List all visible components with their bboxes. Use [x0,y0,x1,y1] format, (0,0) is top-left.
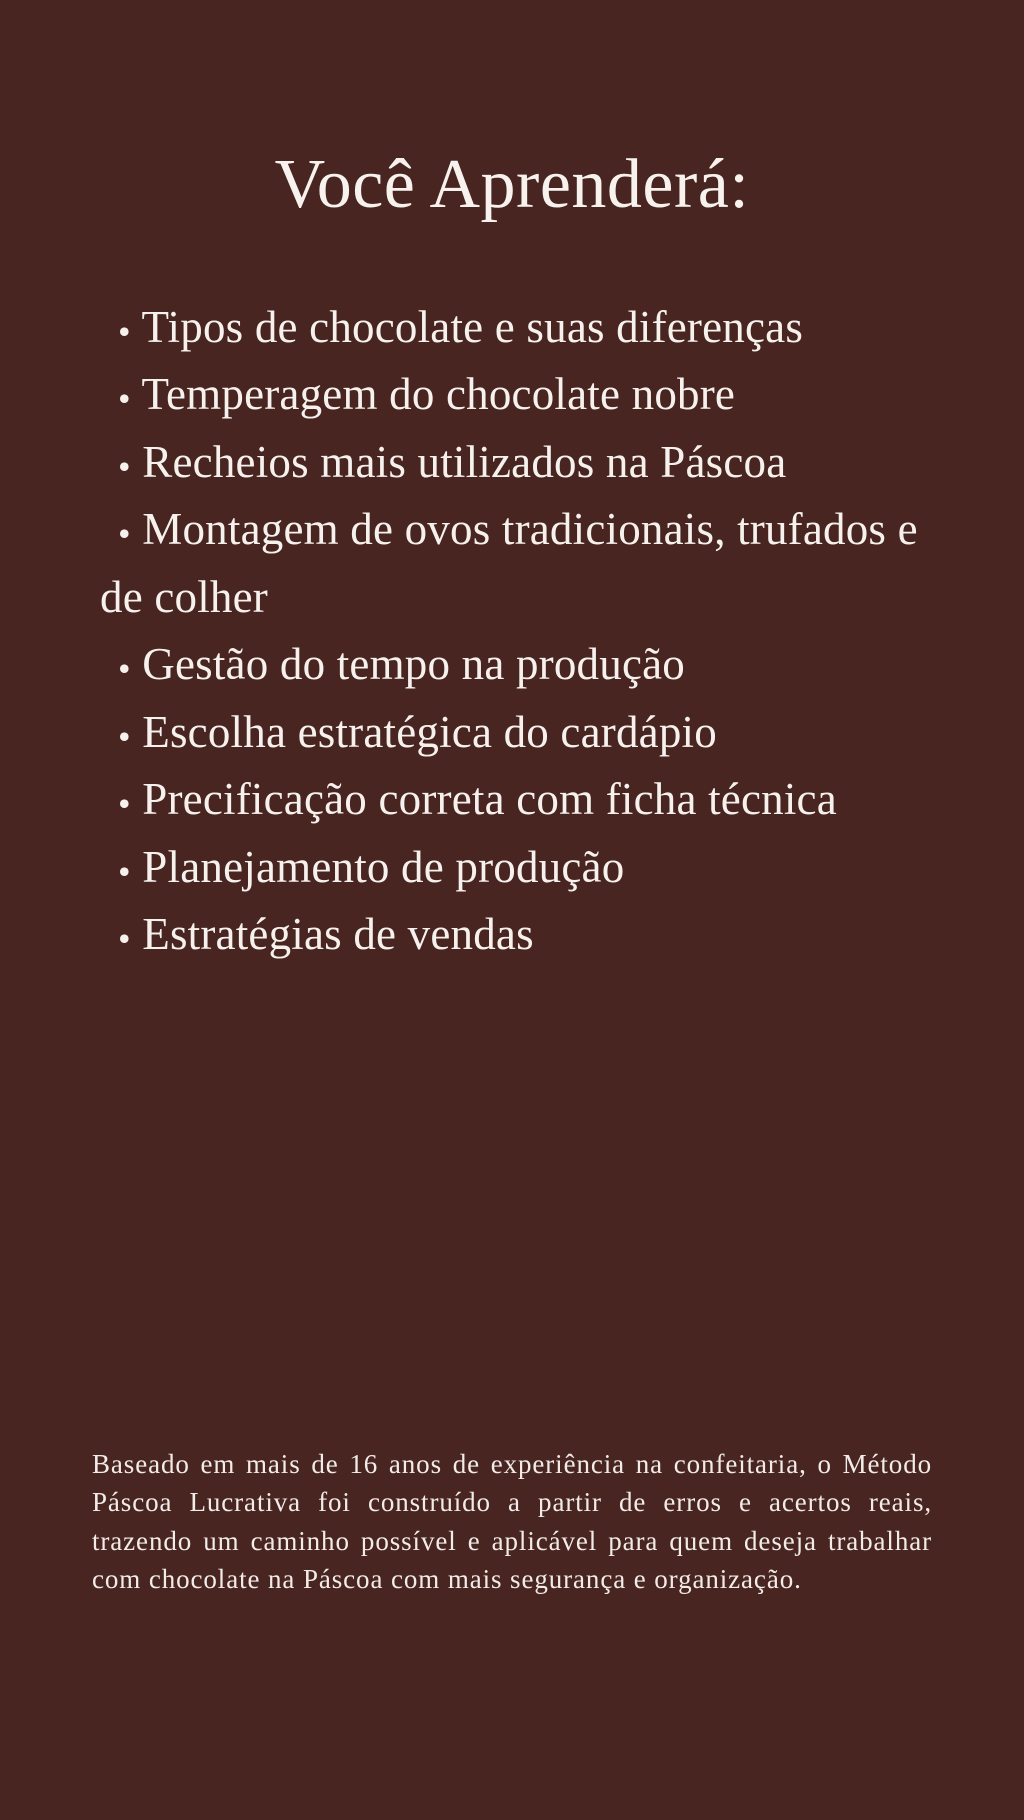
bullet-icon: • [118,918,131,959]
list-item [100,361,964,429]
bullet-icon: • [118,513,131,554]
page-title: Você Aprenderá: [274,146,750,223]
list-item-label: Escolha estratégica do cardápio [142,706,717,757]
list-item [100,294,964,362]
list-item-label: Recheios mais utilizados na Páscoa [142,436,787,487]
bullet-icon: • [118,378,131,419]
list-item-label: Precificação correta com ficha técnica [142,774,837,824]
list-item [100,901,964,969]
bullet-icon: • [118,851,131,892]
learning-topics-list [0,294,1024,969]
list-item [100,699,964,767]
list-item-label: Gestão do tempo na produção [142,639,686,689]
list-item [100,766,964,834]
list-item [100,631,964,699]
list-item [100,429,964,497]
bullet-icon: • [118,446,131,487]
bullet-icon: • [118,648,131,689]
bullet-icon: • [118,311,131,352]
bullet-icon: • [118,783,131,824]
list-item-label: Tipos de chocolate e suas diferenças [141,301,804,352]
list-item-label: Temperagem do chocolate nobre [141,369,736,419]
list-item-label: Montagem de ovos tradicionais, trufados e de colher [100,504,918,622]
list-item [100,834,964,902]
footer-paragraph: Baseado em mais de 16 anos de experiência na confeitaria, o Método Páscoa Lucrativa foi construído a partir de erros e acertos reais, trazendo um caminho possível e aplicável para quem deseja trabalhar com chocolate na Páscoa com mais segurança e organização. [92,1449,932,1594]
list-item-label: Planejamento de produção [142,841,625,892]
list-item [100,496,964,631]
bullet-icon: • [118,716,131,757]
list-item-label: Estratégias de vendas [142,909,534,959]
